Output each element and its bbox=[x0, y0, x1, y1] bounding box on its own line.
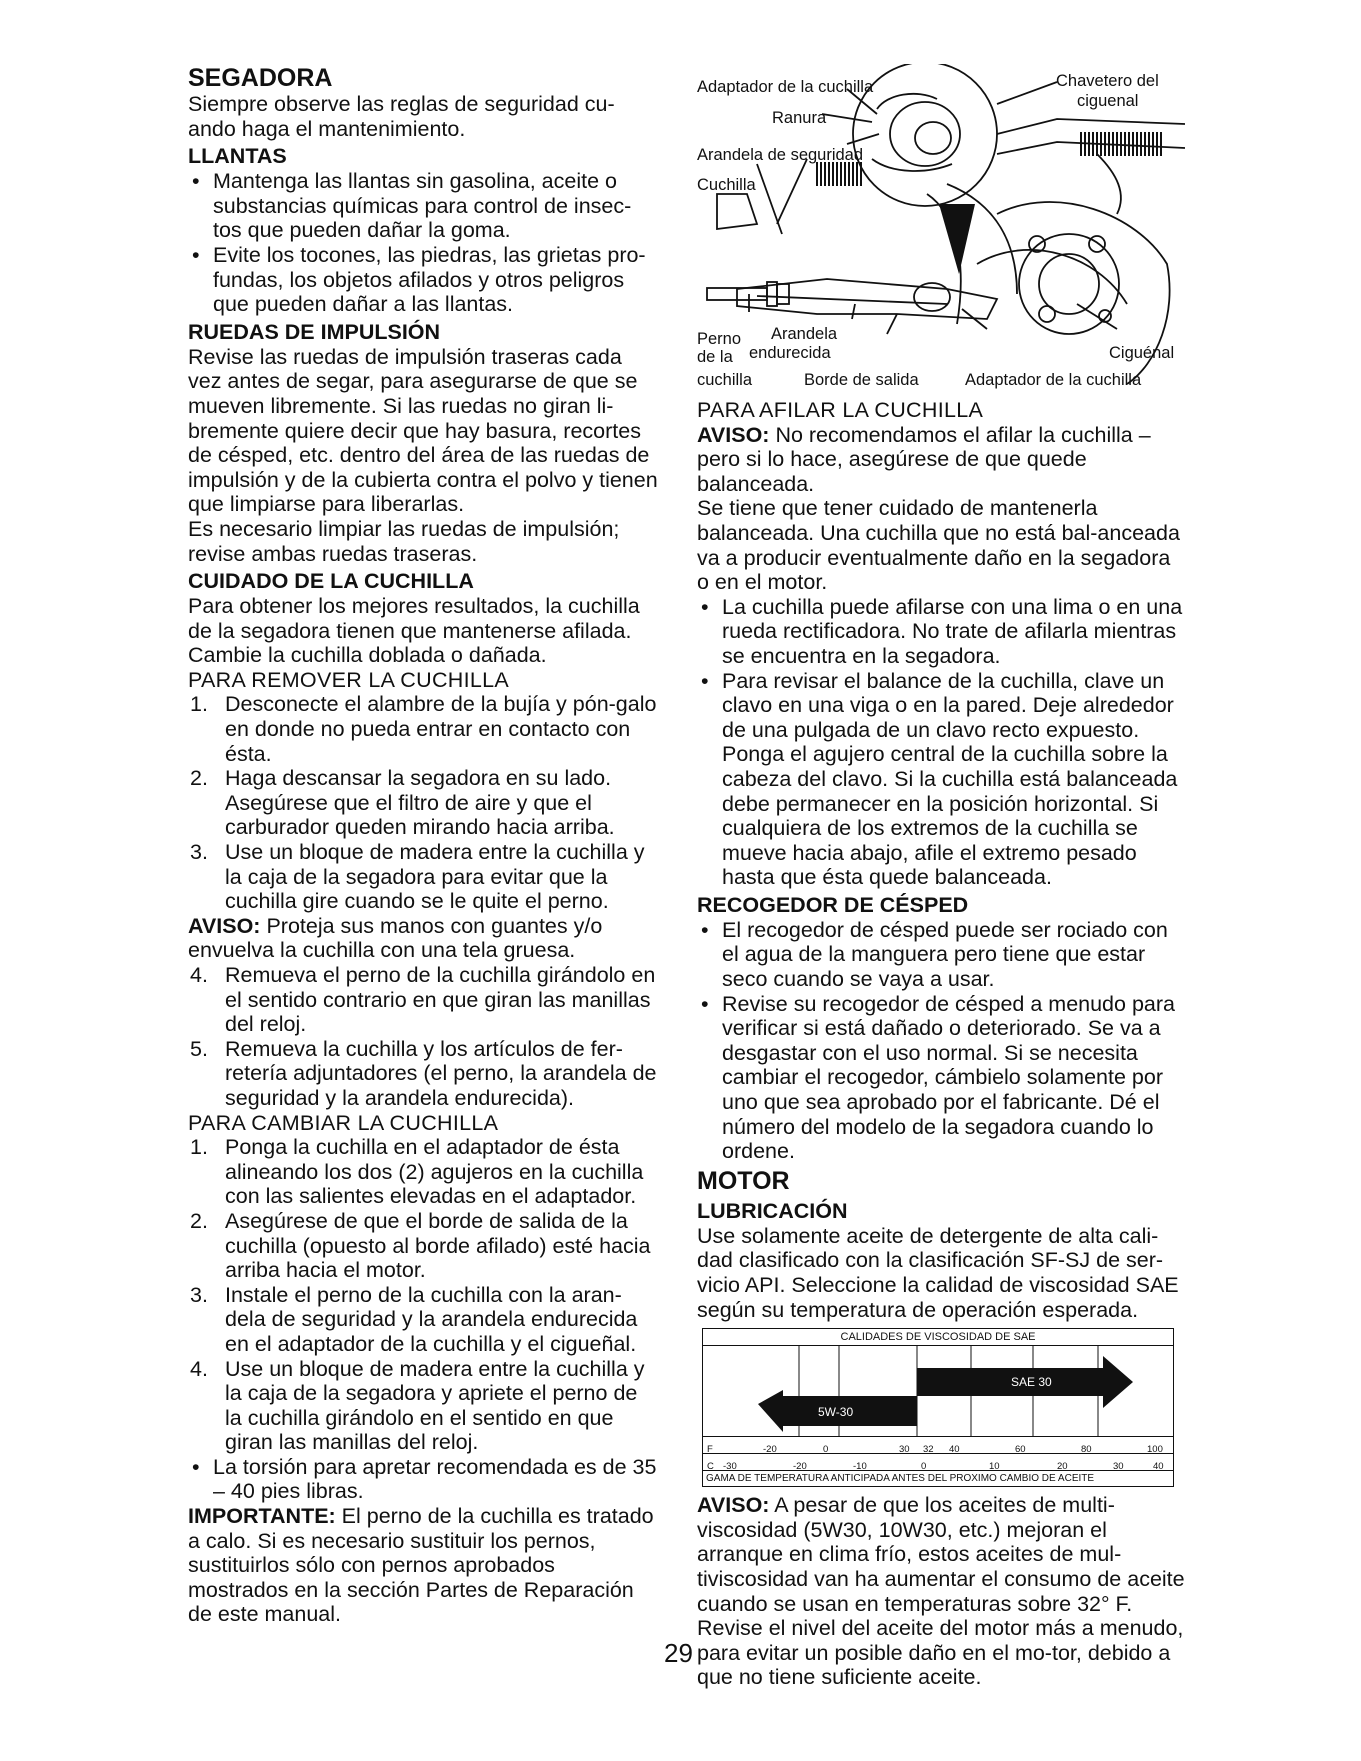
c-tick: -20 bbox=[793, 1461, 807, 1473]
step-item bbox=[188, 692, 658, 766]
list-item: • Revise su recogedor de césped a menudo para verificar si está dañado o deteriorado. Se va a desgastar con el uso normal. Si se necesita cambiar el recogedor, cámbielo solamente por uno que sea aprobado por el fabricante. Dé el número del modelo de la segadora cuando lo ordene. bbox=[697, 992, 1185, 1164]
c-tick: -10 bbox=[853, 1461, 867, 1473]
subheading-remover: PARA REMOVER LA CUCHILLA bbox=[188, 667, 510, 692]
step-item bbox=[188, 1037, 658, 1111]
ruedas-paragraph-2: Es necesario limpiar las ruedas de impulsión; revise ambas ruedas traseras. bbox=[188, 516, 620, 566]
step-item bbox=[188, 963, 658, 1037]
label-arandela-seguridad: Arandela de seguridad bbox=[697, 146, 864, 164]
label-chavetero-1: Chavetero del bbox=[1056, 72, 1159, 90]
step-text: Asegúrese de que el borde de salida de la cuchilla (opuesto al borde afilado) esté hacia arriba hacia el motor. bbox=[225, 1208, 651, 1283]
label-arandela-end-2: endurecida bbox=[749, 344, 831, 362]
step-text: Ponga la cuchilla en el adaptador de ésta alineando los dos (2) agujeros en la cuchilla con las salientes elevadas en el adaptador. bbox=[225, 1135, 644, 1209]
step-item bbox=[188, 1135, 658, 1209]
viscosity-bars bbox=[703, 1346, 1173, 1436]
c-tick: 40 bbox=[1153, 1461, 1164, 1473]
llantas-list bbox=[188, 169, 658, 317]
list-item: • La torsión para apretar recomendada es de 35 – 40 pies libras. bbox=[188, 1455, 658, 1504]
aviso-remover bbox=[188, 914, 658, 963]
step-number: 1. bbox=[190, 1135, 208, 1160]
label-ciguenal: Ciguénal bbox=[1109, 344, 1175, 362]
aviso-afilar bbox=[697, 423, 1185, 497]
f-tick: 32 bbox=[923, 1444, 934, 1456]
step-number: 1. bbox=[190, 692, 208, 717]
ruedas-paragraph-1: Revise las ruedas de impulsión traseras cada vez antes de segar, para asegurarse de que se mueven libremente. Si las ruedas no giran li-bremente quiere decir que hay basura, recortes de césped, etc. dentro del área de las ruedas de impulsión y de la cubierta contra el polvo y tienen que limpiarse para liberarlas. bbox=[188, 344, 658, 517]
subheading-cambiar: PARA CAMBIAR LA CUCHILLA bbox=[188, 1110, 499, 1135]
label-adaptador-top: Adaptador de la cuchilla bbox=[697, 78, 874, 96]
cambiar-steps bbox=[188, 1135, 658, 1455]
step-item bbox=[188, 1283, 658, 1357]
torque-list bbox=[188, 1455, 658, 1504]
step-item bbox=[188, 1209, 658, 1283]
fahrenheit-row bbox=[703, 1437, 1173, 1454]
blade-diagram bbox=[697, 64, 1185, 394]
step-text: Desconecte el alambre de la bujía y pón-galo en donde no pueda entrar en contacto con ésta. bbox=[225, 692, 657, 766]
step-item bbox=[188, 840, 658, 914]
label-borde-salida: Borde de salida bbox=[804, 371, 919, 389]
label-perno-1: Perno bbox=[697, 330, 742, 348]
label-cuchilla: Cuchilla bbox=[697, 176, 756, 194]
aviso-aceite bbox=[697, 1493, 1185, 1690]
aviso-label: AVISO: bbox=[697, 422, 770, 447]
step-number: 3. bbox=[190, 840, 208, 865]
importante-label: IMPORTANTE: bbox=[188, 1504, 336, 1529]
recogedor-list bbox=[697, 918, 1185, 1164]
list-item: • Para revisar el balance de la cuchilla, clave un clavo en una viga o en la pared. Deje alrededor de una pulgada de un clavo recto expuesto. Ponga el agujero central de la cuchilla sobre la cabeza del clavo. Si la cuchilla está balanceada debe permanecer en la posición horizontal. Si cualquiera de los extremos de la cuchilla se mueve hacia abajo, afile el extremo pesado hasta que ésta quede balanceada. bbox=[697, 669, 1185, 890]
f-tick: 80 bbox=[1081, 1444, 1092, 1456]
label-perno-2: de la bbox=[697, 348, 733, 366]
step-number: 3. bbox=[190, 1282, 208, 1307]
step-number: 2. bbox=[190, 1208, 208, 1233]
remover-steps-b bbox=[188, 963, 658, 1111]
f-tick: 60 bbox=[1015, 1444, 1026, 1456]
step-text: Use un bloque de madera entre la cuchilla y la caja de la segadora y apriete el perno de la cuchilla girándolo en el sentido en que giran las manillas del reloj. bbox=[225, 1356, 645, 1455]
left-column bbox=[188, 64, 658, 1627]
c-tick: -30 bbox=[723, 1461, 737, 1473]
step-text: Remueva el perno de la cuchilla girándolo en el sentido contrario en que giran las manillas del reloj. bbox=[225, 963, 656, 1037]
celsius-row bbox=[703, 1454, 1173, 1471]
lubricacion-paragraph: Use solamente aceite de detergente de alta cali-dad clasificado con la clasificación SF-SJ de ser-vicio API. Seleccione la calidad de viscosidad SAE según su temperatura de operación esperada. bbox=[697, 1223, 1179, 1322]
step-text: Haga descansar la segadora en su lado. Asegúrese que el filtro de aire y que el carburador queden mirando hacia arriba. bbox=[225, 766, 615, 840]
list-item: • Mantenga las llantas sin gasolina, aceite o substancias químicas para control de insec-tos que pueden dañar la goma. bbox=[188, 169, 658, 243]
c-tick: 20 bbox=[1057, 1461, 1068, 1473]
subheading-afilar: PARA AFILAR LA CUCHILLA bbox=[697, 398, 984, 422]
list-item: • La cuchilla puede afilarse con una lima o en una rueda rectificadora. No trate de afilarla mientras se encuentra en la segadora. bbox=[697, 595, 1185, 669]
intro-text: Siempre observe las reglas de seguridad cu-ando haga el mantenimiento. bbox=[188, 92, 615, 141]
aviso-label: AVISO: bbox=[697, 1493, 770, 1518]
f-tick: 30 bbox=[899, 1444, 910, 1456]
heading-llantas: LLANTAS bbox=[188, 144, 287, 169]
label-arandela-end-1: Arandela bbox=[771, 325, 838, 343]
step-text: Remueva la cuchilla y los artículos de fer-retería adjuntadores (el perno, la arandela de seguridad y la arandela endurecida). bbox=[225, 1036, 657, 1110]
importante-text: El perno de la cuchilla es tratado a calo. Si es necesario sustituir los pernos, sustituirlos sólo con pernos aprobados mostrados en la sección Partes de Reparación de este manual. bbox=[188, 1504, 654, 1627]
aviso-text: No recomendamos el afilar la cuchilla – pero si lo hace, asegúrese de que quede balanceada. bbox=[697, 422, 1151, 496]
viscosity-chart bbox=[702, 1328, 1174, 1487]
importante-note bbox=[188, 1504, 658, 1627]
afilar-paragraph: Se tiene que tener cuidado de mantenerla balanceada. Una cuchilla que no está bal-anceada va a producir eventualmente daño en la segadora o en el motor. bbox=[697, 496, 1180, 595]
f-tick: 0 bbox=[823, 1444, 829, 1456]
aviso-label: AVISO: bbox=[188, 913, 261, 938]
page-number: 29 bbox=[664, 1638, 693, 1668]
c-label: C bbox=[707, 1461, 714, 1473]
viscosity-chart-title: CALIDADES DE VISCOSIDAD DE SAE bbox=[703, 1329, 1173, 1346]
aviso-text: Proteja sus manos con guantes y/o envuelva la cuchilla con una tela gruesa. bbox=[188, 913, 603, 963]
heading-motor: MOTOR bbox=[697, 1166, 790, 1195]
step-number: 2. bbox=[190, 766, 208, 791]
label-chavetero-2: ciguenal bbox=[1077, 92, 1139, 110]
step-item bbox=[188, 1357, 658, 1455]
step-number: 5. bbox=[190, 1036, 208, 1061]
step-text: Instale el perno de la cuchilla con la aran-dela de seguridad y la arandela endurecida en el adaptador de la cuchilla y el cigueñal. bbox=[225, 1282, 638, 1356]
step-number: 4. bbox=[190, 963, 208, 987]
label-ranura: Ranura bbox=[772, 109, 827, 127]
viscosity-chart-body bbox=[703, 1346, 1173, 1437]
section-title-segadora: SEGADORA bbox=[188, 64, 333, 92]
f-tick: 40 bbox=[949, 1444, 960, 1456]
5w30-label: 5W-30 bbox=[818, 1405, 854, 1420]
c-tick: 30 bbox=[1113, 1461, 1124, 1473]
list-item: • El recogedor de césped puede ser rociado con el agua de la manguera pero tiene que estar seco cuando se vaya a usar. bbox=[697, 918, 1185, 992]
f-label: F bbox=[707, 1444, 713, 1456]
f-tick: -20 bbox=[763, 1444, 777, 1456]
step-number: 4. bbox=[190, 1356, 208, 1381]
sae30-label: SAE 30 bbox=[1011, 1375, 1052, 1390]
remover-steps-a bbox=[188, 692, 658, 913]
label-perno-3: cuchilla bbox=[697, 371, 753, 389]
cuidado-paragraph: Para obtener los mejores resultados, la cuchilla de la segadora tienen que mantenerse afilada. Cambie la cuchilla doblada o dañada. bbox=[188, 594, 640, 668]
c-tick: 0 bbox=[921, 1461, 927, 1473]
f-tick: 100 bbox=[1147, 1444, 1163, 1456]
heading-lubricacion: LUBRICACIÓN bbox=[697, 1198, 848, 1223]
viscosity-chart-footer: GAMA DE TEMPERATURA ANTICIPADA ANTES DEL PROXIMO CAMBIO DE ACEITE bbox=[706, 1473, 1095, 1485]
right-column bbox=[697, 64, 1185, 1690]
step-text: Use un bloque de madera entre la cuchilla y la caja de la segadora para evitar que la cuchilla gire cuando se le quite el perno. bbox=[225, 840, 645, 914]
aviso-text: A pesar de que los aceites de multi-viscosidad (5W30, 10W30, etc.) mejoran el arranque en clima frío, estos aceites de mul-tiviscosidad van ha aumentar el consumo de aceite cuando se usan en temperaturas sobre 32° F. Revise el nivel del aceite del motor más a menudo, para evitar un posible daño en el mo-tor, debido a que no tiene suficiente aceite. bbox=[697, 1493, 1185, 1690]
heading-recogedor: RECOGEDOR DE CÉSPED bbox=[697, 892, 969, 917]
list-item: • Evite los tocones, las piedras, las grietas pro-fundas, los objetos afilados y otros peligros que pueden dañar a las llantas. bbox=[188, 243, 658, 317]
c-tick: 10 bbox=[989, 1461, 1000, 1473]
afilar-list bbox=[697, 595, 1185, 890]
step-item bbox=[188, 766, 658, 840]
label-adaptador-bottom: Adaptador de la cuchilla bbox=[965, 371, 1142, 389]
heading-cuidado: CUIDADO DE LA CUCHILLA bbox=[188, 569, 474, 594]
heading-ruedas: RUEDAS DE IMPULSIÓN bbox=[188, 319, 441, 344]
